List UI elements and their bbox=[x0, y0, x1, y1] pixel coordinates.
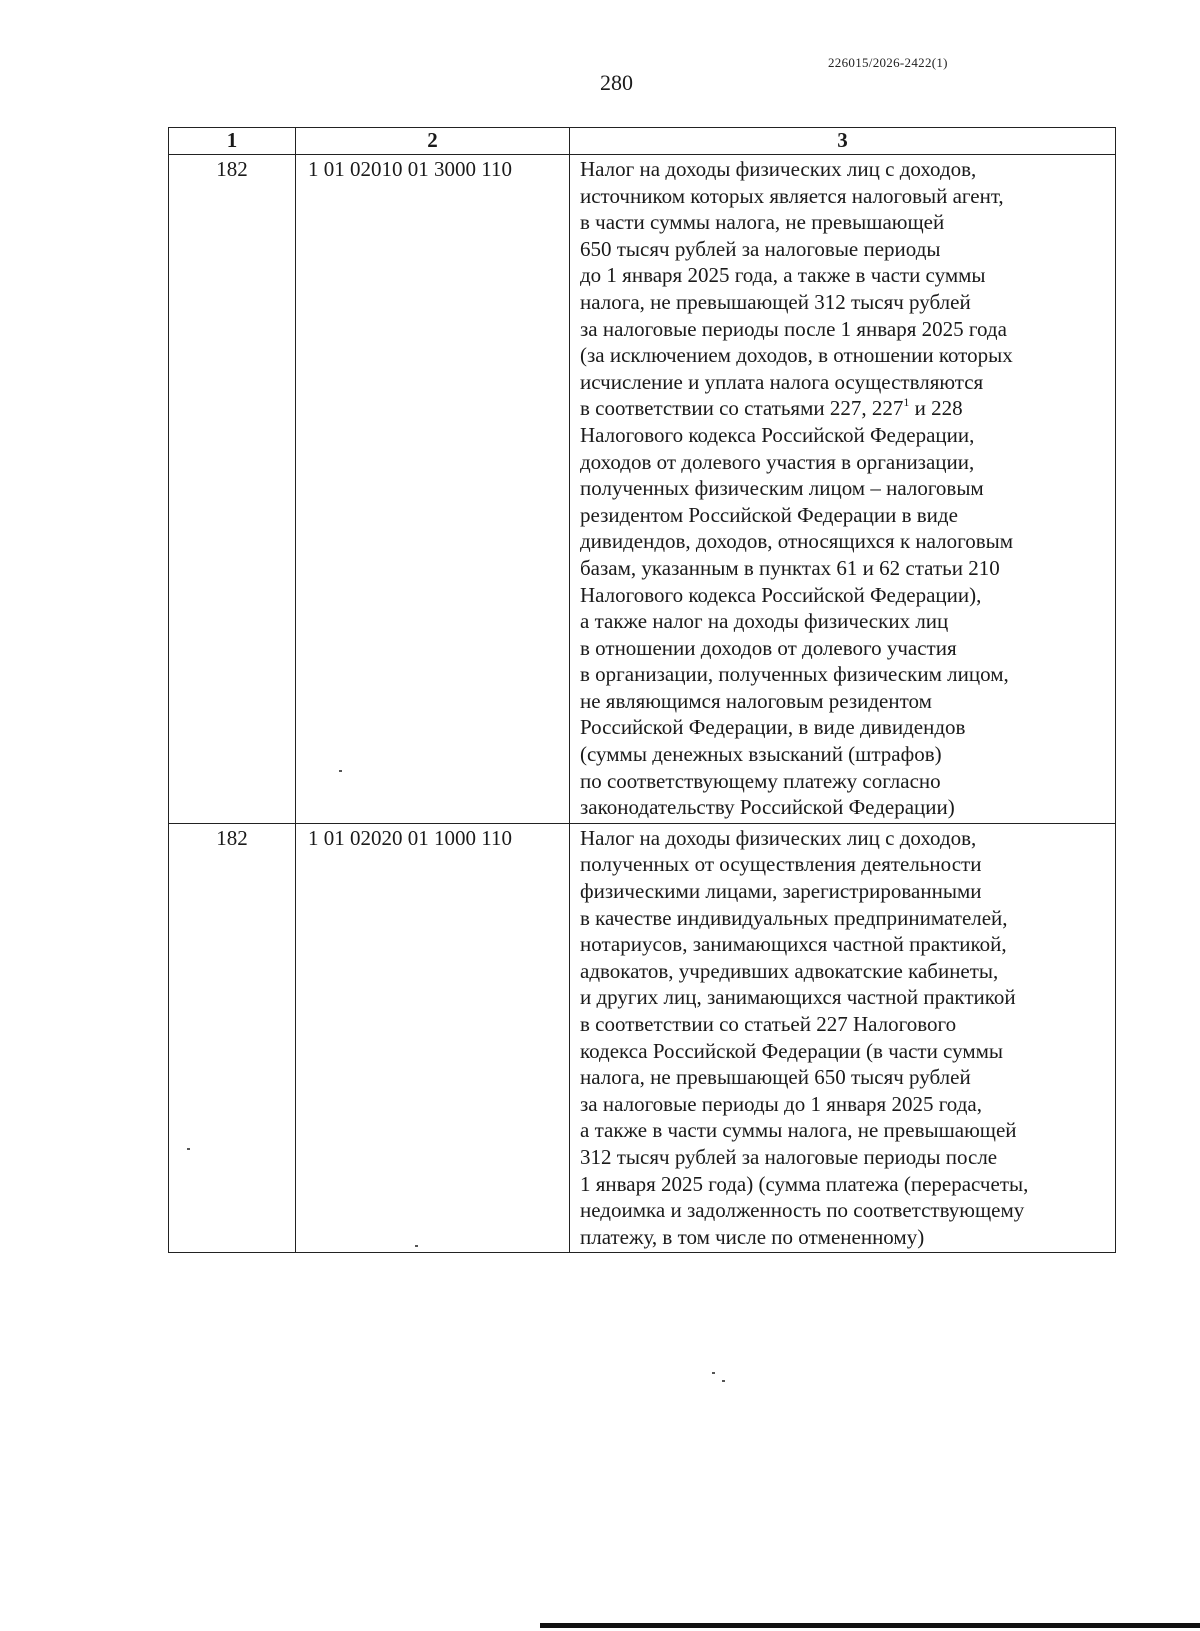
description-line: 1 января 2025 года) (сумма платежа (перерасчеты, bbox=[580, 1171, 1029, 1196]
description-line: 650 тысяч рублей за налоговые периоды bbox=[580, 236, 941, 261]
description-line: источником которых является налоговый агент, bbox=[580, 183, 1004, 208]
budget-code-cell: 1 01 02020 01 1000 110 bbox=[296, 823, 570, 1253]
scan-edge-line bbox=[540, 1623, 1200, 1628]
column-header-3: 3 bbox=[570, 128, 1116, 155]
table-header bbox=[169, 128, 1116, 155]
table-row bbox=[169, 155, 1116, 824]
admin-code-cell: 182 bbox=[169, 823, 296, 1253]
description-line: резидентом Российской Федерации в виде bbox=[580, 502, 958, 527]
description-line: в качестве индивидуальных предпринимателей, bbox=[580, 905, 1008, 930]
description-line: Налогового кодекса Российской Федерации, bbox=[580, 422, 975, 447]
description-line: по соответствующему платежу согласно bbox=[580, 768, 941, 793]
description-line: кодекса Российской Федерации (в части суммы bbox=[580, 1038, 1004, 1063]
description-line: полученных физическим лицом – налоговым bbox=[580, 476, 984, 501]
description-line: законодательству Российской Федерации) bbox=[580, 795, 955, 820]
column-header-2: 2 bbox=[296, 128, 570, 155]
description-line: базам, указанным в пунктах 61 и 62 статьи 210 bbox=[580, 555, 1000, 580]
admin-code-cell: 182 bbox=[169, 155, 296, 824]
description-line: не являющимся налоговым резидентом bbox=[580, 688, 932, 713]
scan-speck bbox=[712, 1372, 715, 1374]
description-line: доходов от долевого участия в организации, bbox=[580, 449, 975, 474]
description-line: и других лиц, занимающихся частной практикой bbox=[580, 985, 1016, 1010]
description-line: в соответствии со статьей 227 Налогового bbox=[580, 1012, 957, 1036]
description-line: Налог на доходы физических лиц с доходов, bbox=[580, 157, 977, 181]
description-line: физическими лицами, зарегистрированными bbox=[580, 879, 982, 904]
description-line: в части суммы налога, не превышающей bbox=[580, 210, 945, 235]
document-id: 226015/2026-2422(1) bbox=[828, 55, 948, 70]
table-row bbox=[169, 823, 1116, 1253]
budget-code-cell: 1 01 02010 01 3000 110 bbox=[296, 155, 570, 824]
description-line: за налоговые периоды после 1 января 2025 года bbox=[580, 316, 1007, 341]
description-line: нотариусов, занимающихся частной практикой, bbox=[580, 932, 1007, 957]
description-line: Российской Федерации, в виде дивидендов bbox=[580, 715, 966, 740]
description-line: исчисление и уплата налога осуществляются bbox=[580, 369, 984, 394]
column-header-1: 1 bbox=[169, 128, 296, 155]
description-cell bbox=[570, 823, 1116, 1253]
description-line: платежу, в том числе по отмененному) bbox=[580, 1224, 925, 1249]
description-line: (за исключением доходов, в отношении которых bbox=[580, 343, 1013, 368]
table-header-row bbox=[169, 128, 1116, 155]
scan-speck bbox=[187, 1148, 190, 1150]
description-line: налога, не превышающей 312 тысяч рублей bbox=[580, 289, 971, 314]
article-superscript: 1 bbox=[903, 395, 910, 410]
description-line: (суммы денежных взысканий (штрафов) bbox=[580, 742, 942, 767]
description-line: в отношении доходов от долевого участия bbox=[580, 635, 957, 660]
description-line: 312 тысяч рублей за налоговые периоды после bbox=[580, 1144, 998, 1169]
description-line: до 1 января 2025 года, а также в части суммы bbox=[580, 263, 986, 288]
description-line: налога, не превышающей 650 тысяч рублей bbox=[580, 1065, 971, 1090]
description-line: дивидендов, доходов, относящихся к налоговым bbox=[580, 529, 1014, 554]
description-line: недоимка и задолженность по соответствующему bbox=[580, 1198, 1025, 1223]
page-number: 280 bbox=[600, 70, 633, 95]
description-line-tail: и 228 bbox=[909, 396, 963, 421]
description-line: полученных от осуществления деятельности bbox=[580, 852, 982, 877]
description-line: а также налог на доходы физических лиц bbox=[580, 609, 949, 634]
scan-speck bbox=[339, 770, 342, 772]
scan-speck bbox=[415, 1245, 418, 1247]
table-body bbox=[169, 155, 1116, 1253]
description-line: а также в части суммы налога, не превышающей bbox=[580, 1118, 1017, 1143]
scan-speck bbox=[722, 1380, 725, 1382]
description-line: в организации, полученных физическим лицом, bbox=[580, 662, 1009, 687]
description-line-text: в соответствии со статьями 227, 227 bbox=[580, 396, 904, 421]
description-line: адвокатов, учредивших адвокатские кабинеты, bbox=[580, 958, 999, 983]
description-line: Налог на доходы физических лиц с доходов, bbox=[580, 825, 977, 850]
kbk-table bbox=[168, 127, 1116, 1253]
description-cell bbox=[570, 155, 1116, 824]
description-line: Налогового кодекса Российской Федерации), bbox=[580, 582, 982, 607]
description-line-with-superscript bbox=[580, 395, 1111, 422]
description-line: за налоговые периоды до 1 января 2025 года, bbox=[580, 1091, 982, 1116]
